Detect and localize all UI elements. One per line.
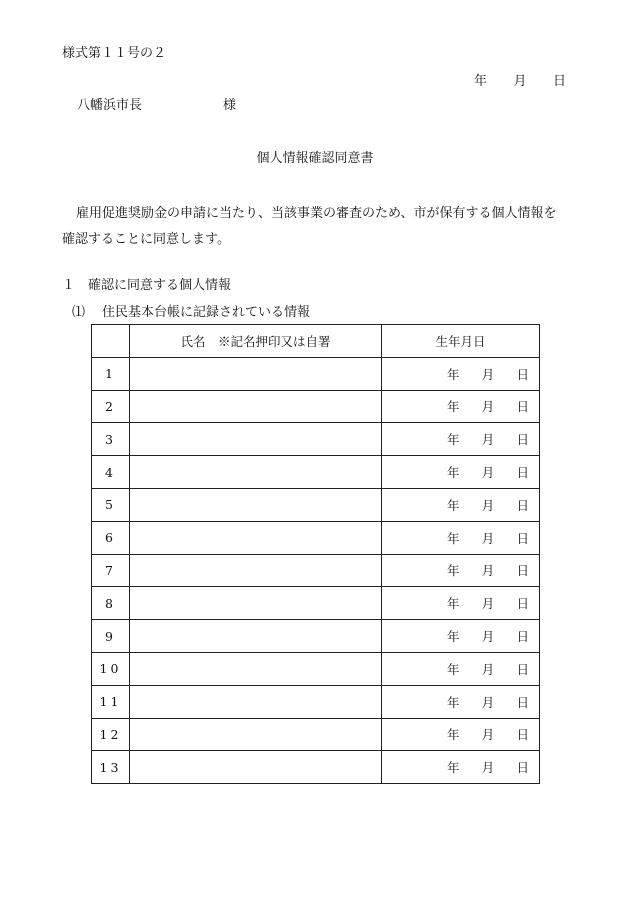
header-name: 氏名 ※記名押印又は自署 <box>130 325 382 358</box>
dob-year-label: 年 <box>447 694 460 710</box>
name-signature-field[interactable] <box>130 521 382 554</box>
name-signature-field[interactable] <box>130 685 382 718</box>
subsection-number: ⑴ <box>72 305 86 320</box>
consent-statement <box>62 201 570 253</box>
dob-day-label: 日 <box>516 727 529 743</box>
dob-day-label: 日 <box>516 596 529 612</box>
dob-month-label: 月 <box>481 661 495 677</box>
name-signature-field[interactable] <box>130 390 382 423</box>
dob-day-label: 日 <box>516 694 529 710</box>
addressee-name: 八幡浜市長 <box>77 98 143 113</box>
table-row <box>92 390 540 423</box>
subsection-label: 住民基本台帳に記録されている情報 <box>102 305 311 320</box>
row-number: 4 <box>92 456 130 489</box>
dob-month-label: 月 <box>481 366 495 382</box>
table-row <box>92 521 540 554</box>
dob-month-label: 月 <box>481 497 495 513</box>
birthdate-field[interactable] <box>382 521 540 554</box>
table-row <box>92 456 540 489</box>
dob-month-label: 月 <box>481 563 495 579</box>
date-day-label: 日 <box>552 74 566 89</box>
date-line <box>474 75 566 88</box>
name-signature-field[interactable] <box>130 652 382 685</box>
birthdate-field[interactable] <box>382 357 540 390</box>
date-year-label: 年 <box>474 74 488 89</box>
birthdate-field[interactable] <box>382 718 540 751</box>
birthdate-field[interactable] <box>382 652 540 685</box>
birthdate-field[interactable] <box>382 423 540 456</box>
table-row <box>92 357 540 390</box>
name-signature-field[interactable] <box>130 718 382 751</box>
dob-year-label: 年 <box>447 432 460 448</box>
dob-year-label: 年 <box>447 563 460 579</box>
dob-day-label: 日 <box>516 629 529 645</box>
header-birthdate: 生年月日 <box>382 325 540 358</box>
birthdate-field[interactable] <box>382 456 540 489</box>
birthdate-field[interactable] <box>382 751 540 784</box>
dob-year-label: 年 <box>447 465 460 481</box>
name-signature-field[interactable] <box>130 488 382 521</box>
consent-statement-line-2: 確認することに同意します。 <box>62 232 230 247</box>
row-number: 1 <box>92 357 130 390</box>
row-number: 11 <box>92 685 130 718</box>
dob-year-label: 年 <box>447 629 460 645</box>
row-number: 3 <box>92 423 130 456</box>
birthdate-field[interactable] <box>382 685 540 718</box>
dob-month-label: 月 <box>481 465 495 481</box>
name-signature-field[interactable] <box>130 554 382 587</box>
dob-year-label: 年 <box>447 596 460 612</box>
row-number: 8 <box>92 587 130 620</box>
row-number: 13 <box>92 751 130 784</box>
name-signature-field[interactable] <box>130 751 382 784</box>
name-signature-field[interactable] <box>130 587 382 620</box>
dob-year-label: 年 <box>447 497 460 513</box>
dob-month-label: 月 <box>481 760 495 776</box>
addressee-honorific: 様 <box>223 98 237 113</box>
addressee <box>77 98 237 113</box>
dob-year-label: 年 <box>447 366 460 382</box>
date-month-label: 月 <box>513 74 527 89</box>
table-row <box>92 620 540 653</box>
dob-day-label: 日 <box>516 530 529 546</box>
table-row <box>92 587 540 620</box>
table-row <box>92 554 540 587</box>
dob-month-label: 月 <box>481 727 495 743</box>
dob-year-label: 年 <box>447 399 460 415</box>
dob-month-label: 月 <box>481 399 495 415</box>
dob-month-label: 月 <box>481 629 495 645</box>
document-title: 個人情報確認同意書 <box>256 151 374 166</box>
dob-month-label: 月 <box>481 530 495 546</box>
personal-info-table <box>91 324 540 784</box>
dob-year-label: 年 <box>447 661 460 677</box>
birthdate-field[interactable] <box>382 620 540 653</box>
header-number <box>92 325 130 358</box>
dob-month-label: 月 <box>481 432 495 448</box>
dob-year-label: 年 <box>447 727 460 743</box>
birthdate-field[interactable] <box>382 488 540 521</box>
table-row <box>92 718 540 751</box>
table-row <box>92 751 540 784</box>
row-number: 9 <box>92 620 130 653</box>
table-header-row <box>92 325 540 358</box>
row-number: 10 <box>92 652 130 685</box>
row-number: 6 <box>92 521 130 554</box>
name-signature-field[interactable] <box>130 456 382 489</box>
table-row <box>92 652 540 685</box>
section-heading <box>62 279 231 292</box>
table-row <box>92 423 540 456</box>
row-number: 12 <box>92 718 130 751</box>
dob-month-label: 月 <box>481 596 495 612</box>
row-number: 2 <box>92 390 130 423</box>
birthdate-field[interactable] <box>382 390 540 423</box>
dob-day-label: 日 <box>516 366 529 382</box>
dob-day-label: 日 <box>516 432 529 448</box>
dob-day-label: 日 <box>516 760 529 776</box>
subsection-heading <box>72 306 310 319</box>
dob-month-label: 月 <box>481 694 495 710</box>
name-signature-field[interactable] <box>130 423 382 456</box>
name-signature-field[interactable] <box>130 620 382 653</box>
birthdate-field[interactable] <box>382 554 540 587</box>
dob-day-label: 日 <box>516 399 529 415</box>
dob-day-label: 日 <box>516 563 529 579</box>
consent-statement-line-1: 雇用促進奨励金の申請に当たり、当該事業の審査のため、市が保有する個人情報を <box>76 206 557 221</box>
name-signature-field[interactable] <box>130 357 382 390</box>
row-number: 5 <box>92 488 130 521</box>
dob-year-label: 年 <box>447 760 460 776</box>
birthdate-field[interactable] <box>382 587 540 620</box>
form-number: 様式第１１号の２ <box>62 46 167 61</box>
dob-year-label: 年 <box>447 530 460 546</box>
table-row <box>92 685 540 718</box>
dob-day-label: 日 <box>516 497 529 513</box>
section-number: １ <box>62 278 76 293</box>
dob-day-label: 日 <box>516 465 529 481</box>
section-label: 確認に同意する個人情報 <box>88 278 232 293</box>
row-number: 7 <box>92 554 130 587</box>
table-row <box>92 488 540 521</box>
dob-day-label: 日 <box>516 661 529 677</box>
